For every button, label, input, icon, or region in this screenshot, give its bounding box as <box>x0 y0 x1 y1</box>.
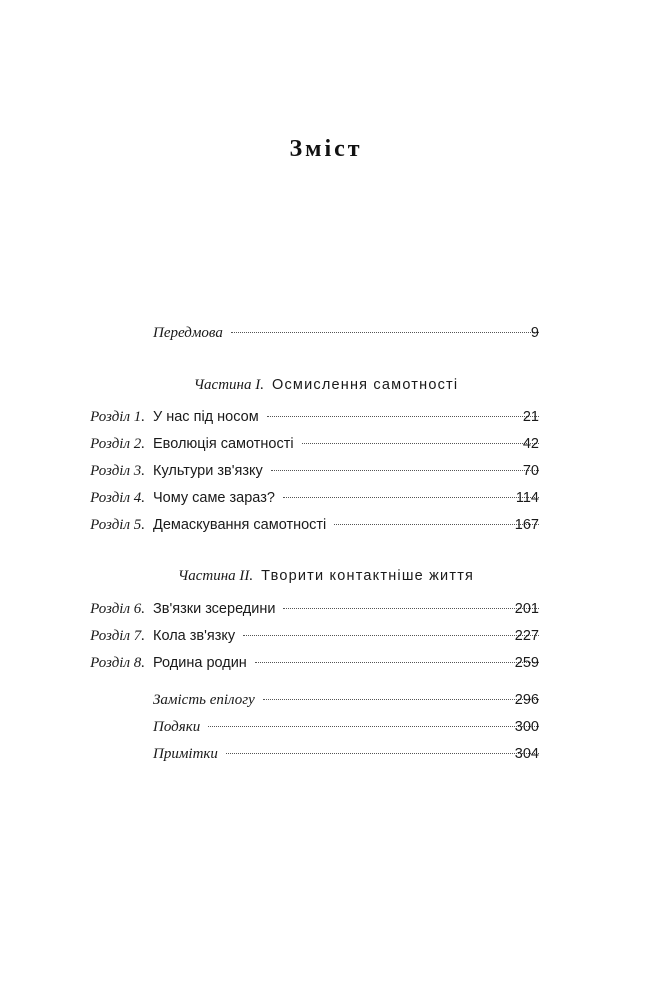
toc-page-number: 167 <box>514 517 539 533</box>
leader-dots <box>243 634 539 636</box>
toc-entry-body <box>153 321 539 345</box>
toc-entry-chapter-5[interactable] <box>0 513 652 537</box>
toc-entry-body <box>153 624 539 648</box>
chapter-label: Розділ 1. <box>90 409 145 425</box>
toc-entry-body <box>153 688 539 712</box>
toc-entry-title: Родина родин <box>153 655 247 671</box>
toc-entry-title: Еволюція самотності <box>153 436 294 452</box>
toc-entry-body <box>153 405 539 429</box>
toc-entry-chapter-2[interactable] <box>0 432 652 456</box>
toc-page-number: 9 <box>530 325 539 341</box>
toc-entry-notes[interactable] <box>0 742 652 766</box>
toc-entry-epilogue[interactable] <box>0 688 652 712</box>
leader-dots <box>267 415 539 417</box>
part-heading-1 <box>0 372 652 396</box>
leader-dots <box>334 523 539 525</box>
toc-entry-body <box>153 651 539 675</box>
toc-entry-title: Чому саме зараз? <box>153 490 275 506</box>
chapter-label: Розділ 8. <box>90 655 145 671</box>
toc-page-number: 296 <box>514 692 539 708</box>
toc-entry-title: Демаскування самотності <box>153 517 327 533</box>
toc-entry-title: Замість епілогу <box>153 692 255 708</box>
toc-entry-title: Культури зв'язку <box>153 463 263 479</box>
toc-entry-title: У нас під носом <box>153 409 259 425</box>
toc-entry-title: Подяки <box>153 719 201 735</box>
part-title: Творити контактніше життя <box>261 568 475 584</box>
chapter-label: Розділ 5. <box>90 517 145 533</box>
toc-page-number: 304 <box>514 746 539 762</box>
part-label: Частина І. <box>193 377 264 393</box>
chapter-label: Розділ 6. <box>90 601 145 617</box>
toc-page-number: 21 <box>522 409 539 425</box>
leader-dots <box>283 607 539 609</box>
toc-entry-chapter-4[interactable] <box>0 486 652 510</box>
toc-entry-chapter-8[interactable] <box>0 651 652 675</box>
leader-dots <box>283 496 539 498</box>
toc-entry-title: Кола зв'язку <box>153 628 236 644</box>
toc-entry-chapter-1[interactable] <box>0 405 652 429</box>
toc-page-number: 70 <box>522 463 539 479</box>
leader-dots <box>208 725 539 727</box>
chapter-label: Розділ 3. <box>90 463 145 479</box>
part-heading-2 <box>0 563 652 587</box>
toc-page-number: 259 <box>514 655 539 671</box>
toc-entry-title: Примітки <box>153 746 218 762</box>
toc-page-number: 42 <box>522 436 539 452</box>
toc-entry-body <box>153 486 539 510</box>
chapter-label: Розділ 7. <box>90 628 145 644</box>
leader-dots <box>302 442 539 444</box>
part-label: Частина ІІ. <box>177 568 254 584</box>
chapter-label: Розділ 4. <box>90 490 145 506</box>
toc-entry-chapter-7[interactable] <box>0 624 652 648</box>
chapter-label: Розділ 2. <box>90 436 145 452</box>
toc-page-number: 300 <box>514 719 539 735</box>
leader-dots <box>255 661 539 663</box>
toc-entry-body <box>153 459 539 483</box>
leader-dots <box>263 698 539 700</box>
leader-dots <box>271 469 539 471</box>
toc-entry-chapter-6[interactable] <box>0 597 652 621</box>
page-title: Зміст <box>289 136 363 162</box>
toc-entry-body <box>153 597 539 621</box>
part-title: Осмислення самотності <box>271 377 459 393</box>
leader-dots <box>226 752 539 754</box>
toc-entry-body <box>153 432 539 456</box>
leader-dots <box>231 331 539 333</box>
toc-page-number: 201 <box>514 601 539 617</box>
toc-entry-body <box>153 513 539 537</box>
toc-page-number: 114 <box>515 490 539 506</box>
toc-entry-title: Зв'язки зсередини <box>153 601 276 617</box>
toc-entry-chapter-3[interactable] <box>0 459 652 483</box>
toc-entry-body <box>153 715 539 739</box>
toc-page-number: 227 <box>514 628 539 644</box>
toc-entry-preface[interactable] <box>0 321 652 345</box>
toc-entry-body <box>153 742 539 766</box>
toc-entry-title: Передмова <box>153 325 223 341</box>
toc-entry-acknowledgements[interactable] <box>0 715 652 739</box>
